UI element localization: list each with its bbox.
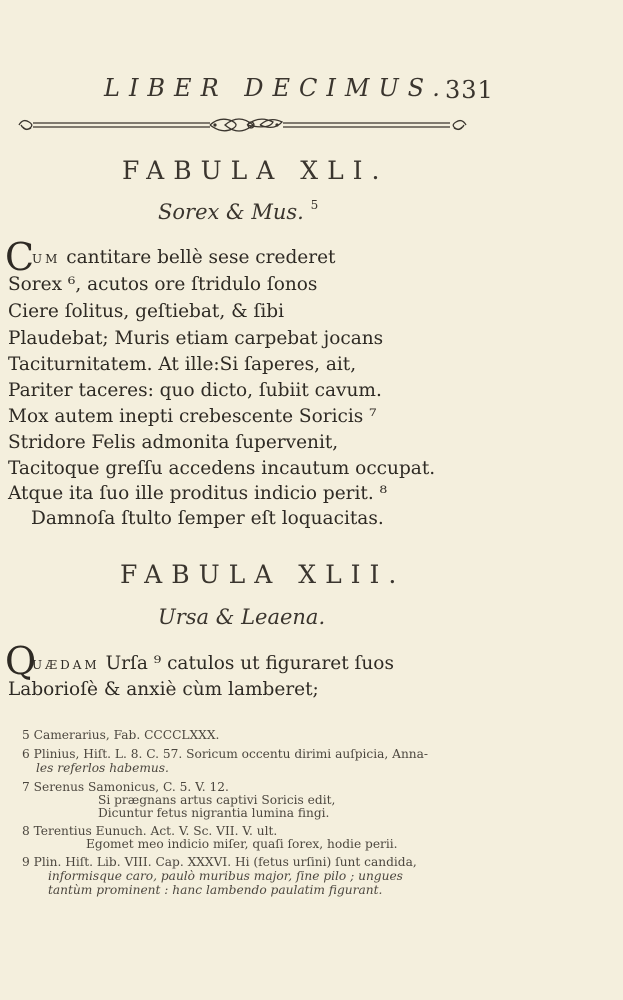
fable-title: FABULA XLII. bbox=[120, 560, 406, 589]
footnote: 7 Serenus Samonicus, C. 5. V. 12. bbox=[22, 780, 229, 794]
verse-line: Laborioſè & anxiè cùm lamberet; bbox=[8, 679, 319, 700]
footnote-quote: Dicuntur fetus nigrantia lumina fingi. bbox=[98, 806, 330, 820]
ornamental-divider bbox=[15, 113, 470, 137]
footnote: 8 Terentius Eunuch. Act. V. Sc. VII. V. ult. bbox=[22, 824, 278, 838]
small-caps-word: UÆDAM bbox=[32, 658, 100, 672]
footnote-quote: Egomet meo indicio miſer, quaſi ſorex, hodie perii. bbox=[86, 837, 398, 851]
verse-line: Stridore Felis admonita ſupervenit, bbox=[8, 432, 339, 453]
footnote-continuation: informisque caro, paulò muribus major, ſine pilo ; ungues bbox=[48, 869, 403, 883]
drop-capital: Q bbox=[5, 639, 37, 683]
footnote: 9 Plin. Hiſt. Lib. VIII. Cap. XXXVI. Hi (fetus urſini) ſunt candida, bbox=[22, 855, 417, 869]
verse-line: Pariter taceres: quo dicto, ſubiit cavum. bbox=[8, 380, 382, 401]
footnote-ref: 5 bbox=[310, 198, 319, 212]
footnote-quote: Si prægnans artus captivi Soricis edit, bbox=[98, 793, 336, 807]
verse-line: Plaudebat; Muris etiam carpebat jocans bbox=[8, 328, 384, 349]
footnote-continuation: tantùm prominent : hanc lambendo paulatim figurant. bbox=[48, 883, 383, 897]
drop-capital: C bbox=[5, 235, 35, 279]
verse-line: Sorex ⁶, acutos ore ſtridulo ſonos bbox=[8, 274, 318, 295]
fable-title: FABULA XLI. bbox=[122, 156, 389, 185]
verse-text: cantitare bellè sese crederet bbox=[60, 247, 336, 268]
verse-line: Mox autem inepti crebescente Soricis ⁷ bbox=[8, 406, 377, 427]
fable-subtitle: Ursa & Leaena. bbox=[158, 605, 326, 629]
footnote: 5 Camerarius, Fab. CCCCLXXX. bbox=[22, 728, 220, 742]
small-caps-word: UM bbox=[32, 252, 61, 266]
footnote-continuation: les referlos habemus. bbox=[36, 761, 169, 775]
fable-subtitle bbox=[158, 200, 318, 224]
verse-text: Urſa ⁹ catulos ut figuraret ſuos bbox=[99, 653, 394, 674]
verse-line: Tacitoque greſſu accedens incautum occupat. bbox=[8, 458, 436, 479]
verse-line: Ciere ſolitus, geſtiebat, & ſibi bbox=[8, 301, 284, 322]
page-number: 331 bbox=[445, 76, 494, 104]
verse-line bbox=[32, 655, 394, 674]
fable-subtitle-text: Sorex & Mus. bbox=[158, 200, 304, 224]
verse-line: Damnoſa ſtulto ſemper eſt loquacitas. bbox=[31, 508, 384, 529]
verse-line: Taciturnitatem. At ille:Si ſaperes, ait, bbox=[8, 354, 357, 375]
verse-line: Atque ita ſuo ille proditus indicio perit. ⁸ bbox=[8, 483, 388, 504]
footnote: 6 Plinius, Hiſt. L. 8. C. 57. Soricum occentu dirimi auſpicia, Anna- bbox=[22, 747, 429, 761]
running-title: LIBER DECIMUS. bbox=[104, 74, 449, 102]
verse-line bbox=[32, 249, 335, 268]
